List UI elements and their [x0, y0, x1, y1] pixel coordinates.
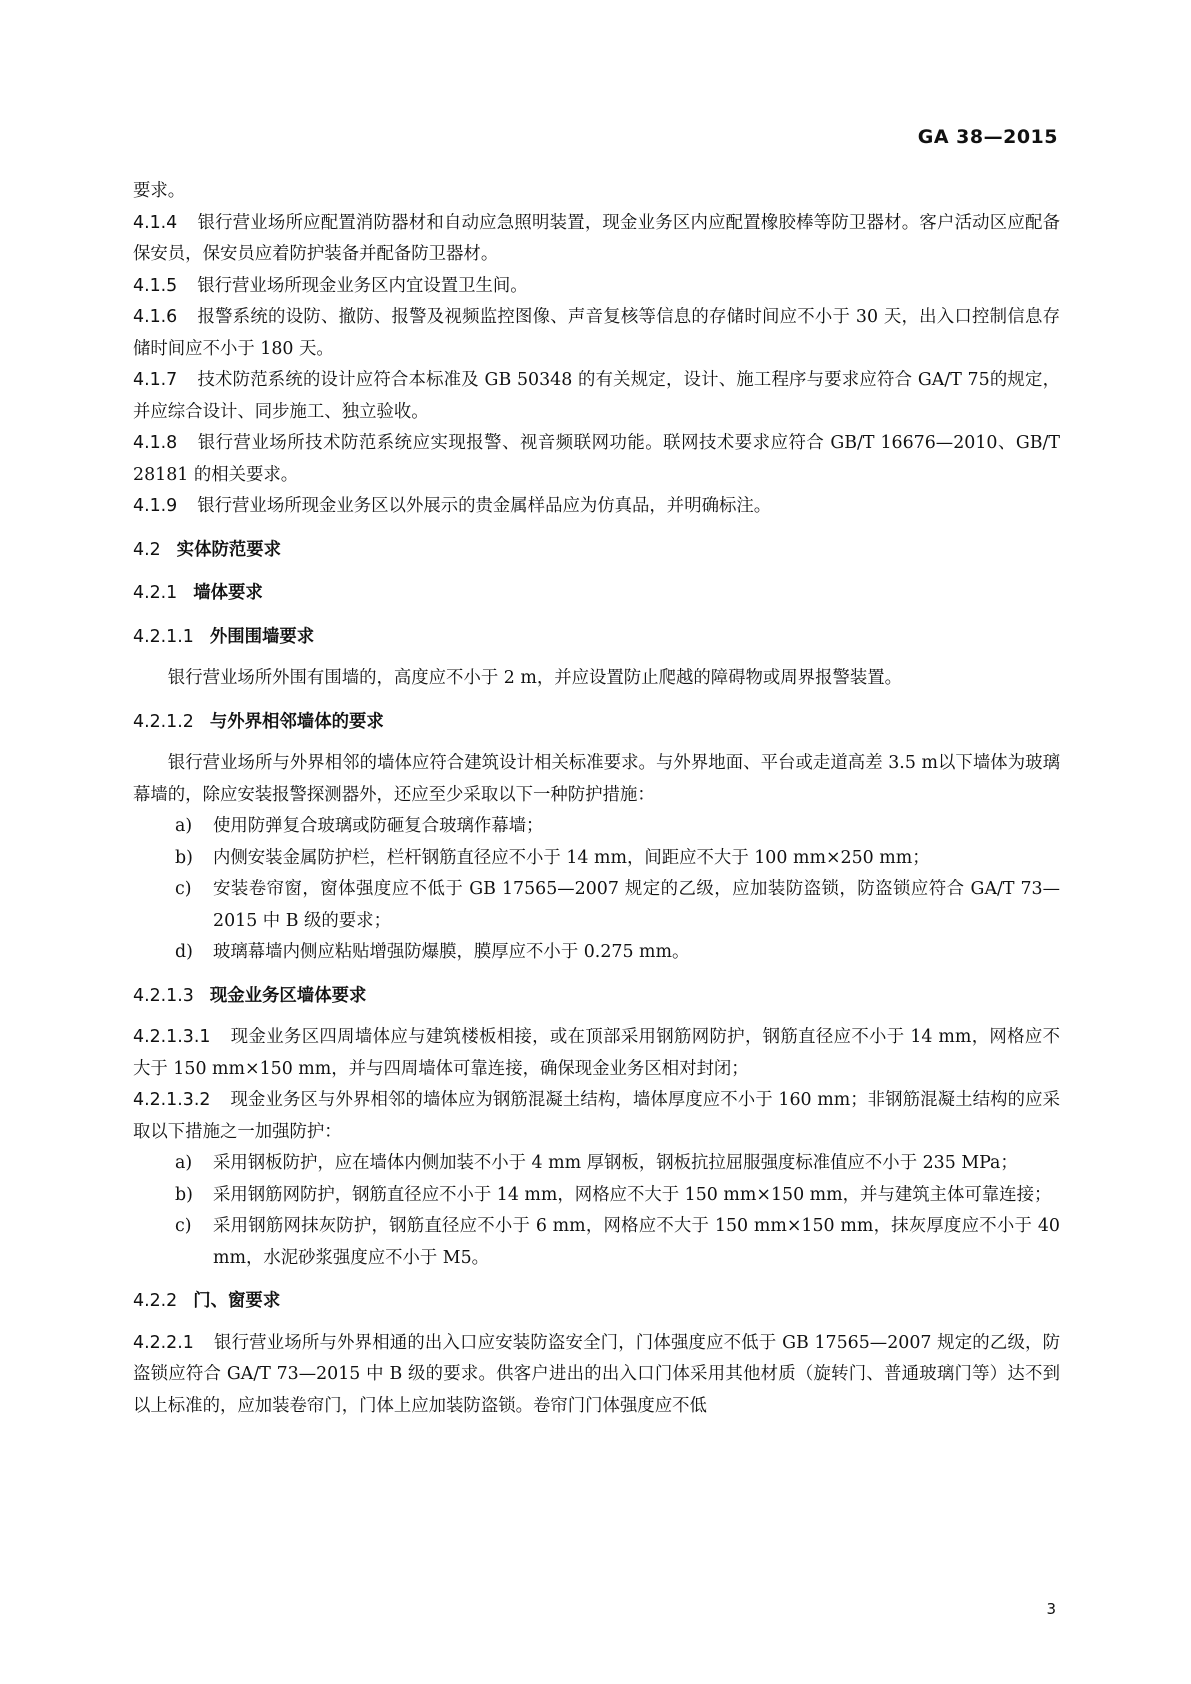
clause-4-1-6 — [133, 302, 1060, 365]
clause-4-2-1-3-1 — [133, 1022, 1060, 1085]
page-number: 3 — [1046, 1600, 1056, 1618]
heading-title: 现金业务区墙体要求 — [209, 985, 367, 1006]
list-item — [133, 1211, 1060, 1274]
clause-4-1-9 — [133, 491, 1060, 523]
list-marker: a) — [175, 1153, 193, 1173]
clause-text: 现金业务区四周墙体应与建筑楼板相接，或在顶部采用钢筋网防护，钢筋直径应不小于 14 mm，网格应不大于 150 mm×150 mm，并与四周墙体可靠连接，确保现金业务区相对封闭； — [133, 1027, 1060, 1079]
clause-text: 报警系统的设防、撤防、报警及视频监控图像、声音复核等信息的存储时间应不小于 30 天，出入口控制信息存储时间应不小于 180 天。 — [133, 307, 1060, 359]
heading-number: 4.2.1.3 — [133, 985, 194, 1006]
heading-number: 4.2.2 — [133, 1291, 178, 1311]
heading-4-2-1 — [133, 578, 1060, 610]
heading-title: 外围围墙要求 — [209, 626, 315, 647]
heading-number: 4.2.1.2 — [133, 711, 194, 732]
list-text: 安装卷帘窗，窗体强度应不低于 GB 17565—2007 规定的乙级，应加装防盗锁，防盗锁应符合 GA/T 73—2015 中 B 级的要求； — [213, 879, 1060, 931]
clause-text: 银行营业场所技术防范系统应实现报警、视音频联网功能。联网技术要求应符合 GB/T 16676—2010、GB/T 28181 的相关要求。 — [133, 433, 1060, 485]
list-marker: b) — [175, 847, 193, 868]
list-text: 内侧安装金属防护栏，栏杆钢筋直径应不小于 14 mm，间距应不大于 100 mm×250 mm； — [213, 847, 930, 868]
clause-number: 4.1.8 — [133, 433, 178, 453]
standard-code: GA 38—2015 — [917, 126, 1058, 148]
clause-text: 技术防范系统的设计应符合本标准及 GB 50348 的有关规定，设计、施工程序与要求应符合 GA/T 75的规定，并应综合设计、同步施工、独立验收。 — [133, 370, 1060, 422]
list-item — [133, 1148, 1060, 1180]
list-text: 采用钢板防护，应在墙体内侧加装不小于 4 mm 厚钢板，钢板抗拉屈服强度标准值应不小于 235 MPa； — [213, 1153, 1018, 1173]
list-item — [133, 811, 1060, 843]
heading-title: 墙体要求 — [193, 583, 263, 603]
clause-number: 4.1.9 — [133, 496, 178, 516]
heading-4-2-1-2 — [133, 707, 1060, 739]
list-marker: d) — [175, 942, 193, 962]
list-marker: b) — [175, 1184, 193, 1205]
clause-text: 银行营业场所现金业务区内宜设置卫生间。 — [197, 275, 528, 296]
heading-title: 门、窗要求 — [193, 1291, 281, 1311]
clause-number: 4.1.6 — [133, 307, 178, 327]
clause-text: 银行营业场所与外界相通的出入口应安装防盗安全门，门体强度应不低于 GB 17565—2007 规定的乙级，防盗锁应符合 GA/T 73—2015 中 B 级的要求。供客户进出的出入口门体采用其他材质（旋转门、普通玻璃门等）达不到以上标准的，应加装卷帘门，门体上应加装防盗锁。卷帘门门体强度应不低 — [133, 1332, 1060, 1416]
clause-number: 4.2.1.3.1 — [133, 1027, 211, 1047]
heading-4-2-1-3 — [133, 981, 1060, 1013]
clause-4-2-2-1 — [133, 1328, 1060, 1423]
clause-number: 4.1.5 — [133, 275, 178, 296]
list-item — [133, 843, 1060, 875]
clause-4-1-8 — [133, 428, 1060, 491]
clause-number: 4.1.4 — [133, 212, 178, 233]
heading-number: 4.2.1 — [133, 583, 178, 603]
list-marker: a) — [175, 816, 193, 836]
heading-4-2 — [133, 535, 1060, 567]
clause-4-1-5 — [133, 271, 1060, 303]
list-marker: c) — [175, 879, 192, 899]
heading-number: 4.2 — [133, 539, 161, 560]
list-marker: c) — [175, 1216, 192, 1236]
clause-number: 4.2.1.3.2 — [133, 1090, 211, 1110]
list-text: 采用钢筋网抹灰防护，钢筋直径应不小于 6 mm，网格应不大于 150 mm×150 mm，抹灰厚度应不小于 40 mm，水泥砂浆强度应不小于 M5。 — [213, 1216, 1060, 1268]
clause-4-1-7 — [133, 365, 1060, 428]
heading-title: 实体防范要求 — [176, 539, 282, 560]
list-text: 采用钢筋网防护，钢筋直径应不小于 14 mm，网格应不大于 150 mm×150 mm，并与建筑主体可靠连接； — [213, 1184, 1052, 1205]
heading-4-2-2 — [133, 1286, 1060, 1318]
paragraph-4-2-1-2: 银行营业场所与外界相邻的墙体应符合建筑设计相关标准要求。与外界地面、平台或走道高差 3.5 m以下墙体为玻璃幕墙的，除应安装报警探测器外，还应至少采取以下一种防护措施： — [133, 753, 1060, 805]
list-item — [133, 1180, 1060, 1212]
clause-4-1-4 — [133, 208, 1060, 271]
list-item — [133, 937, 1060, 969]
heading-4-2-1-1 — [133, 622, 1060, 654]
list-text: 使用防弹复合玻璃或防砸复合玻璃作幕墙； — [213, 816, 544, 836]
list-item — [133, 874, 1060, 937]
list-text: 玻璃幕墙内侧应粘贴增强防爆膜，膜厚应不小于 0.275 mm。 — [213, 942, 690, 962]
page-content — [133, 176, 1060, 1422]
heading-number: 4.2.1.1 — [133, 626, 194, 647]
clause-number: 4.1.7 — [133, 370, 178, 390]
clause-text: 现金业务区与外界相邻的墙体应为钢筋混凝土结构，墙体厚度应不小于 160 mm；非钢筋混凝土结构的应采取以下措施之一加强防护： — [133, 1090, 1060, 1142]
clause-number: 4.2.2.1 — [133, 1332, 194, 1353]
clause-4-2-1-3-2 — [133, 1085, 1060, 1148]
clause-text: 银行营业场所应配置消防器材和自动应急照明装置，现金业务区内应配置橡胶棒等防卫器材。客户活动区应配备保安员，保安员应着防护装备并配备防卫器材。 — [133, 212, 1060, 264]
clause-text: 银行营业场所现金业务区以外展示的贵金属样品应为仿真品，并明确标注。 — [197, 496, 772, 516]
continued-paragraph: 要求。 — [133, 181, 186, 201]
paragraph-4-2-1-1: 银行营业场所外围有围墙的，高度应不小于 2 m，并应设置防止爬越的障碍物或周界报警装置。 — [167, 668, 903, 688]
heading-title: 与外界相邻墙体的要求 — [209, 711, 384, 732]
